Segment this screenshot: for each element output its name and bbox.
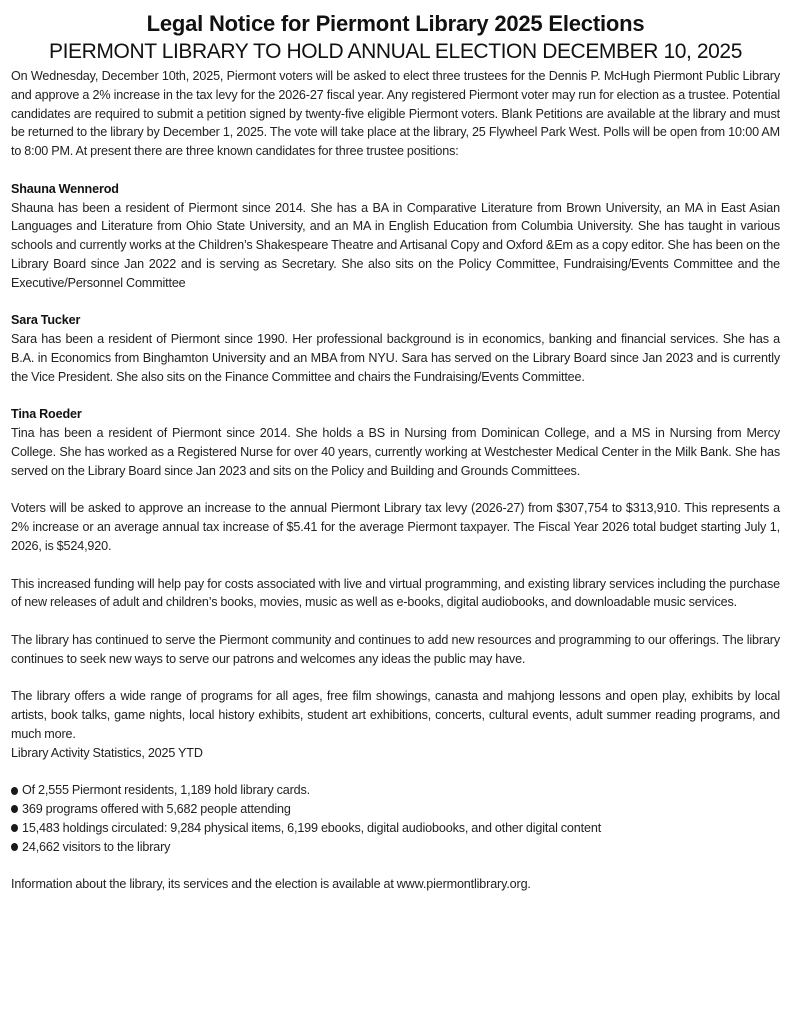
stat-text: 369 programs offered with 5,682 people attending (22, 802, 291, 817)
candidate-section (11, 311, 780, 386)
spacer (11, 762, 780, 781)
stat-text: 15,483 holdings circulated: 9,284 physical items, 6,199 ebooks, digital audiobooks, and other digital content (22, 820, 602, 835)
spacer (11, 161, 780, 180)
community-paragraph: The library has continued to serve the Piermont community and continues to add new resources and programming to our offerings. The library continues to seek new ways to serve our patrons and welcomes any ideas the public may have. (11, 632, 780, 666)
notice-body (11, 67, 780, 894)
bullet-icon (11, 843, 18, 851)
spacer (11, 856, 780, 875)
bullet-icon (11, 787, 18, 795)
tax-levy-paragraph: Voters will be asked to approve an increase to the annual Piermont Library tax levy (2026-27) from $307,754 to $313,910. This represents a 2% increase or an average annual tax increase of $5.41 for the average Piermont taxpayer. The Fiscal Year 2026 total budget starting July 1, 2026, is $524,920. (11, 501, 780, 553)
stats-list-item (11, 819, 780, 838)
candidate-name: Tina Roeder (11, 407, 82, 422)
spacer (11, 669, 780, 688)
spacer (11, 612, 780, 631)
stats-list (11, 781, 780, 856)
candidate-bio: Shauna has been a resident of Piermont since 2014. She has a BA in Comparative Literature from Brown University, an MA in East Asian Languages and Literature from Ohio State University, and an MA in English Education from Columbia University. She has taught in various schools and currently works at the Children’s Shakespeare Theatre and Artisanal Copy and Oxford &Em as a copy editor. She has been on the Library Board since Jan 2022 and is serving as Secretary. She also sits on the Policy Committee, Fundraising/Events Committee and the Executive/Personnel Committee (11, 200, 780, 290)
spacer (11, 481, 780, 500)
bullet-icon (11, 824, 18, 832)
notice-subtitle: PIERMONT LIBRARY TO HOLD ANNUAL ELECTION DECEMBER 10, 2025 (49, 40, 742, 63)
candidate-name: Shauna Wennerod (11, 181, 119, 196)
closing-paragraph: Information about the library, its services and the election is available at www.piermontlibrary.org. (11, 877, 531, 892)
stats-list-item (11, 781, 780, 800)
bullet-icon (11, 805, 18, 813)
programs-paragraph: The library offers a wide range of programs for all ages, free film showings, canasta and mahjong lessons and open play, exhibits by local artists, book talks, game nights, local history exhibits, student art exhibitions, concerts, cultural events, adult summer reading programs, and much more. (11, 689, 780, 741)
stats-heading: Library Activity Statistics, 2025 YTD (11, 745, 203, 760)
notice-title: Legal Notice for Piermont Library 2025 Elections (146, 11, 645, 36)
candidate-bio: Tina has been a resident of Piermont since 2014. She holds a BS in Nursing from Dominican College, and a MS in Nursing from Mercy College. She has worked as a Registered Nurse for over 40 years, currently working at Westchester Medical Center in the Milk Bank. She has served on the Library Board since Jan 2023 and sits on the Policy and Building and Grounds Committees. (11, 426, 780, 478)
candidate-section (11, 180, 780, 293)
stats-list-item (11, 800, 780, 819)
intro-paragraph: On Wednesday, December 10th, 2025, Piermont voters will be asked to elect three trustees for the Dennis P. McHugh Piermont Public Library and approve a 2% increase in the tax levy for the 2026-27 fiscal year. Any registered Piermont voter may run for election as a trustee. Potential candidates are required to submit a petition signed by twenty-five eligible Piermont voters. Blank Petitions are available at the library and must be returned to the library by December 1, 2025. The vote will take place at the library, 25 Flywheel Park West. Polls will be open from 10:00 AM to 8:00 PM. At present there are three known candidates for three trustee positions: (11, 69, 780, 159)
stat-text: 24,662 visitors to the library (22, 839, 171, 854)
candidate-section (11, 405, 780, 480)
candidate-bio: Sara has been a resident of Piermont since 1990. Her professional background is in economics, banking and financial services. She has a B.A. in Economics from Binghamton University and an MBA from NYU. Sara has served on the Library Board since Jan 2023 and is currently the Vice President. She also sits on the Finance Committee and chairs the Fundraising/Events Committee. (11, 332, 780, 384)
spacer (11, 387, 780, 406)
spacer (11, 556, 780, 575)
spacer (11, 293, 780, 312)
stats-list-item (11, 838, 780, 857)
funding-paragraph: This increased funding will help pay for costs associated with live and virtual programming, and existing library services including the purchase of new releases of adult and children’s books, movies, music as well as e-books, digital audiobooks, and downloadable music services. (11, 576, 780, 610)
stat-text: Of 2,555 Piermont residents, 1,189 hold library cards. (22, 783, 311, 798)
candidate-name: Sara Tucker (11, 313, 81, 328)
